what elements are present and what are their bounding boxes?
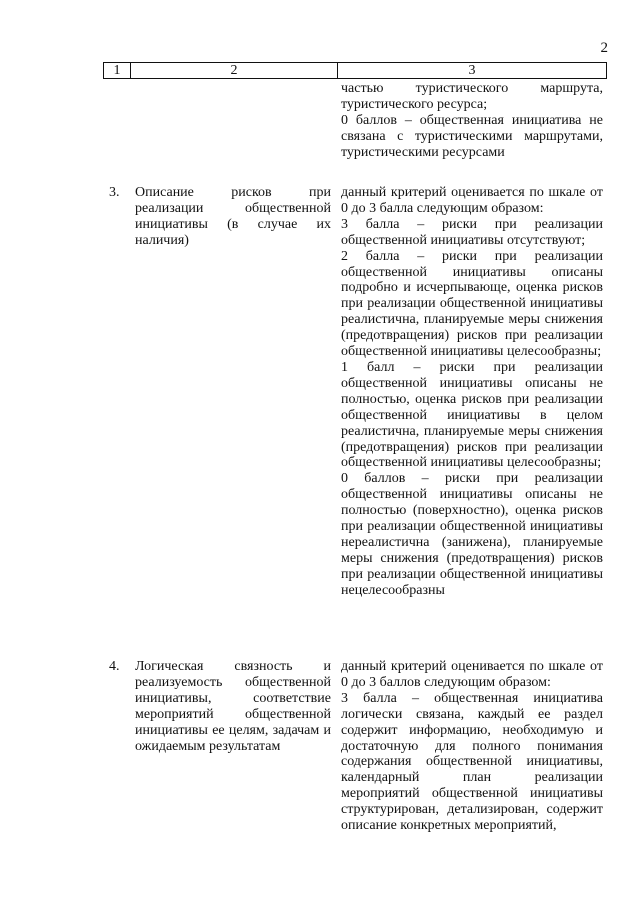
criterion-title: Логическая связность и реализуемость общественной инициативы, соответствие мероприятий общественной инициативы ее целям, задачам и ожидаемым результатам: [135, 659, 331, 754]
column-header-2: 2: [131, 63, 338, 79]
continuation-paragraph: частью туристического маршрута, туристического ресурса;: [341, 81, 603, 112]
criterion-number: 3.: [109, 185, 120, 200]
page-number: 2: [600, 40, 608, 56]
criterion-description: [341, 185, 603, 599]
criterion-description: [341, 659, 603, 834]
criterion-title: Описание рисков при реализации общественной инициативы (в случае их наличия): [135, 185, 331, 248]
criterion-number: 4.: [109, 659, 120, 674]
continuation-paragraph: 0 баллов – общественная инициатива не связана с туристическими маршрутами, туристическими ресурсами: [341, 112, 603, 160]
criterion-paragraph: 2 балла – риски при реализации общественной инициативы описаны подробно и исчерпывающе, оценка рисков при реализации общественной инициативы реалистична, планируемые меры снижения (предотвращения) рисков при реализации общественной инициативы целесообразны;: [341, 248, 603, 360]
criterion-paragraph: данный критерий оценивается по шкале от 0 до 3 балла следующим образом:: [341, 185, 603, 216]
criterion-paragraph: 1 балл – риски при реализации общественной инициативы описаны не полностью, оценка рисков при реализации общественной инициативы в целом реалистична, планируемые меры снижения (предотвращения) рисков при реализации общественной инициативы целесообразны;: [341, 359, 603, 471]
continuation-description: [341, 81, 603, 161]
column-header-1: 1: [104, 63, 131, 79]
criterion-paragraph: данный критерий оценивается по шкале от 0 до 3 баллов следующим образом:: [341, 659, 603, 690]
criterion-paragraph: 3 балла – общественная инициатива логически связана, каждый ее раздел содержит информацию, необходимую и достаточную для полного понимания содержания общественной инициативы, календарный план реализации мероприятий общественной инициативы структурирован, детализирован, содержит описание конкретных мероприятий,: [341, 690, 603, 834]
column-header-3: 3: [338, 63, 607, 79]
column-header-table: [103, 62, 607, 79]
criterion-paragraph: 3 балла – риски при реализации общественной инициативы отсутствуют;: [341, 216, 603, 248]
criterion-paragraph: 0 баллов – риски при реализации общественной инициативы описаны не полностью (поверхностно), оценка рисков при реализации общественной инициативы нереалистична (занижена), планируемые меры снижения (предотвращения) рисков при реализации общественной инициативы нецелесообразны: [341, 471, 603, 598]
